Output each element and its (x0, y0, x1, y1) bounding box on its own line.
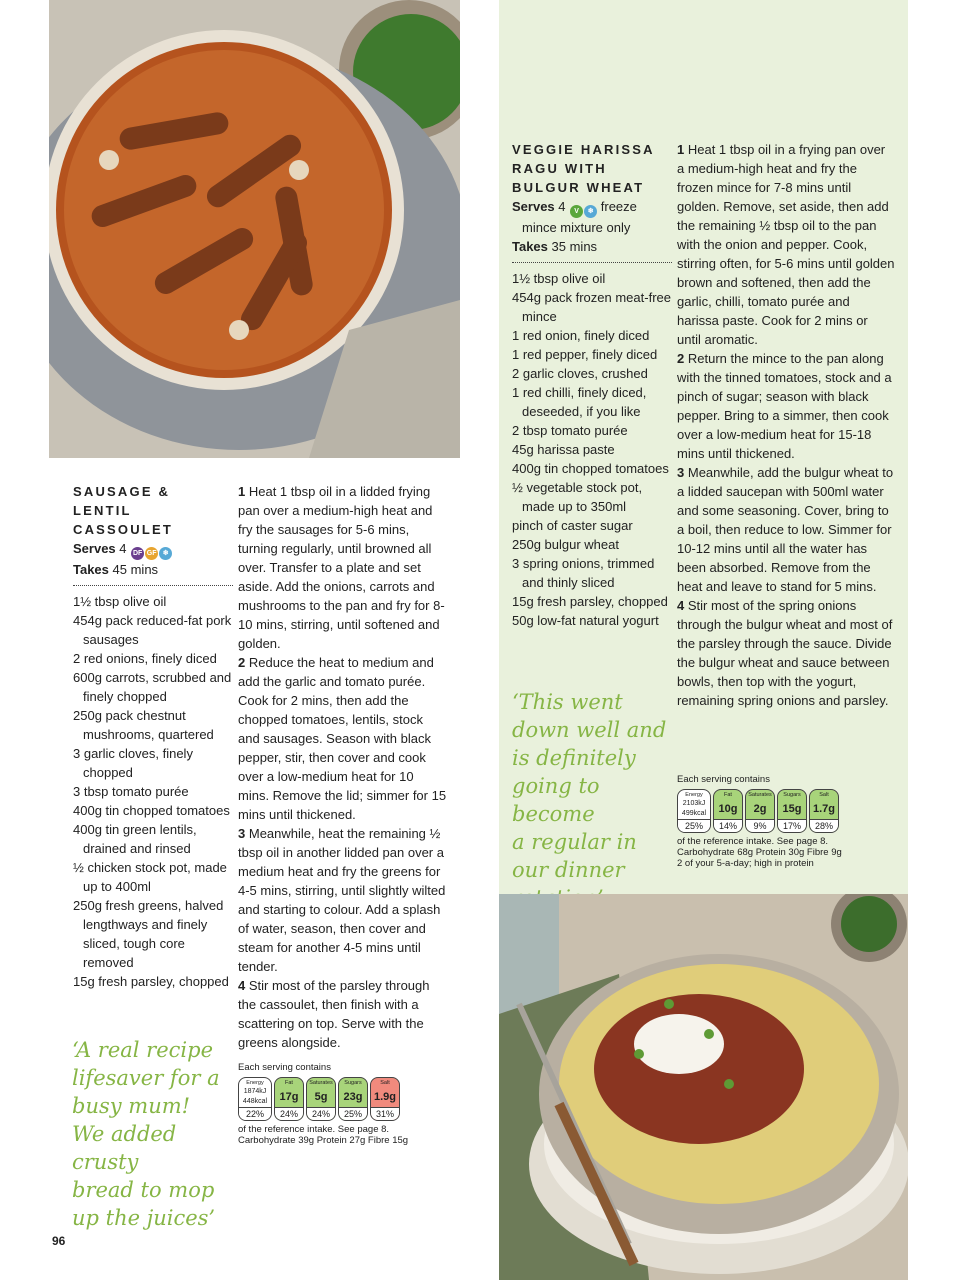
ingredient: 250g bulgur wheat (512, 537, 619, 552)
recipe2-freeze-note: mince mixture only (522, 220, 631, 235)
method-step: 2 Reduce the heat to medium and add the garlic and tomato purée. Cook for 2 mins, then add the chopped tomatoes, lentils, stock and sausages. Season with black pepper, stir, then cover and cook over a low-medium heat for 10 mins. Remove the lid; simmer for 15 mins until thickened. (238, 655, 447, 822)
method-step: 1 Heat 1 tbsp oil in a frying pan over a medium-high heat and fry the frozen mince for 7-8 mins until golden. Remove, set aside, then add the remaining ½ tbsp oil to the pan with the onion and pepper. Cook, stirring often, for 5-6 mins until golden brown and softened, then add the garlic, chilli, tomato purée and harissa paste. Cook for 2 mins or until aromatic. (677, 142, 895, 347)
nutrition-saturates: Saturates 2g 9% (745, 789, 775, 833)
ingredient: 2 garlic cloves, crushed (512, 366, 648, 381)
recipe1-quote: ‘A real recipe lifesaver for a busy mum! We added crusty bread to mop up the juices’ (72, 1038, 220, 1230)
vegetarian-icon: V (570, 205, 583, 218)
ingredient: 15g fresh parsley, chopped (73, 974, 229, 989)
recipe2-nutrition: Each serving contains Energy 2103kJ 499kcal 25% Fat 10g 14% Saturates 2g 9% Sugars 15g 17% Salt 1.7g 28% of the reference intake. See page 8. Carbohydrate 68g Protein 30g Fibre 9g 2 of your 5-a-day; high in protein (677, 774, 902, 869)
recipe1-method (238, 482, 448, 1052)
gluten-free-icon: GF (145, 547, 158, 560)
ingredient: 1½ tbsp olive oil (73, 594, 167, 609)
nutrition-fat: Fat 10g 14% (713, 789, 743, 833)
ingredient: 600g carrots, scrubbed and finely chopped (73, 670, 232, 704)
ingredient: 45g harissa paste (512, 442, 615, 457)
ingredient: ½ vegetable stock pot, made up to 350ml (512, 480, 643, 514)
method-step: 4 Stir most of the parsley through the cassoulet, then finish with a scattering on top. Serve with the greens alongside. (238, 978, 430, 1050)
nutrition-salt: Salt 1.9g 31% (370, 1077, 400, 1121)
ingredient: 50g low-fat natural yogurt (512, 613, 659, 628)
nutrition-energy: Energy 1874kJ 448kcal 22% (238, 1077, 272, 1121)
recipe2-title: VEGGIE HARISSA RAGU WITH BULGUR WHEAT (512, 142, 655, 195)
nutrition-fat: Fat 17g 24% (274, 1077, 304, 1121)
method-step: 1 Heat 1 tbsp oil in a lidded frying pan over a medium-high heat and fry the sausages for 5-6 mins, turning regularly, until browned all over. Transfer to a plate and set aside. Add the onions, carrots and mushrooms to the pan and fry for 8-10 mins, stirring, until softened and golden. (238, 484, 445, 651)
divider (512, 262, 672, 263)
ingredient: 400g tin green lentils, drained and rinsed (73, 822, 197, 856)
dairy-free-icon: DF (131, 547, 144, 560)
recipe2-quote: ‘This went down well and is definitely going to become a regular in our dinner (512, 690, 667, 882)
ingredient: 2 red onions, finely diced (73, 651, 217, 666)
recipe1-ingredients (73, 592, 233, 991)
ingredient: 2 tbsp tomato purée (512, 423, 628, 438)
recipe1-title: SAUSAGE & LENTIL CASSOULET (73, 484, 173, 537)
ingredient: 454g pack reduced-fat pork sausages (73, 613, 232, 647)
ingredient: ½ chicken stock pot, made up to 400ml (73, 860, 227, 894)
recipe1-takes: Takes 45 mins (73, 562, 159, 577)
freeze-icon: ❄ (159, 547, 172, 560)
nutrition-sugars: Sugars 23g 25% (338, 1077, 368, 1121)
ingredient: 1 red chilli, finely diced, deseeded, if you like (512, 385, 647, 419)
recipe1-nutrition: Each serving contains Energy 1874kJ 448kcal 22% Fat 17g 24% Saturates 5g 24% Sugars 23g 25% Salt 1.9g 31% of the reference intake. See page 8. Carbohydrate 39g Protein 27g Fibre 15g (238, 1062, 458, 1146)
nutrition-sugars: Sugars 15g 17% (777, 789, 807, 833)
recipe2-header (512, 140, 672, 630)
freeze-icon: ❄ (584, 205, 597, 218)
divider (73, 585, 233, 586)
page-number: 96 (52, 1234, 66, 1248)
ingredient: 250g pack chestnut mushrooms, quartered (73, 708, 214, 742)
ingredient: 3 garlic cloves, finely chopped (73, 746, 193, 780)
recipe1-header (73, 482, 233, 991)
ingredient: 400g tin chopped tomatoes (73, 803, 230, 818)
nutrition-traffic-lights (238, 1077, 458, 1121)
method-step: 2 Return the mince to the pan along with the tinned tomatoes, stock and a pinch of sugar; season with black pepper. Bring to a simmer, then cook over a low-medium heat for 15-18 mins until thickened. (677, 351, 892, 461)
ingredient: 250g fresh greens, halved lengthways and finely sliced, tough core removed (73, 898, 224, 970)
recipe1-serves: Serves 4 DF GF ❄ (73, 539, 233, 560)
nutrition-saturates: Saturates 5g 24% (306, 1077, 336, 1121)
ingredient: 3 spring onions, trimmed and thinly sliced (512, 556, 655, 590)
nutrition-traffic-lights (677, 789, 902, 833)
method-step: 4 Stir most of the spring onions through the bulgur wheat and most of the parsley through the sauce. Divide the bulgur wheat and sauce between bowls, then top with the yogurt, remaining spring onions and parsley. (677, 598, 893, 708)
ingredient: pinch of caster sugar (512, 518, 633, 533)
method-step: 3 Meanwhile, heat the remaining ½ tbsp oil in another lidded pan over a medium heat and fry the greens for 4-5 mins, stirring, until slightly wilted and starting to colour. Add a splash of water, season, then cover and steam for another 4-5 mins until tender. (238, 826, 446, 974)
ingredient: 3 tbsp tomato purée (73, 784, 189, 799)
ingredient: 1 red onion, finely diced (512, 328, 650, 343)
nutrition-energy: Energy 2103kJ 499kcal 25% (677, 789, 711, 833)
recipe2-ingredients (512, 269, 672, 630)
ingredient: 400g tin chopped tomatoes (512, 461, 669, 476)
recipe2-takes: Takes 35 mins (512, 239, 598, 254)
recipe2-serves: Serves 4 V ❄ freeze (512, 197, 672, 218)
ingredient: 15g fresh parsley, chopped (512, 594, 668, 609)
ragu-photo (499, 894, 908, 1280)
nutrition-salt: Salt 1.7g 28% (809, 789, 839, 833)
nutrition-footer: of the reference intake. See page 8. Carbohydrate 68g Protein 30g Fibre 9g 2 of your 5-a-day; high in protein (677, 836, 842, 869)
cassoulet-photo (49, 0, 460, 458)
nutrition-footer: of the reference intake. See page 8. Carbohydrate 39g Protein 27g Fibre 15g (238, 1124, 409, 1146)
method-step: 3 Meanwhile, add the bulgur wheat to a lidded saucepan with 500ml water and some seasoning. Cover, bring to a boil, then reduce to low. Simmer for 10-12 mins until all the water has been absorbed. Remove from the heat and leave to stand for 5 mins. (677, 465, 894, 594)
recipe2-method (677, 140, 895, 710)
ingredient: 1½ tbsp olive oil (512, 271, 606, 286)
ingredient: 454g pack frozen meat-free mince (512, 290, 671, 324)
ingredient: 1 red pepper, finely diced (512, 347, 658, 362)
